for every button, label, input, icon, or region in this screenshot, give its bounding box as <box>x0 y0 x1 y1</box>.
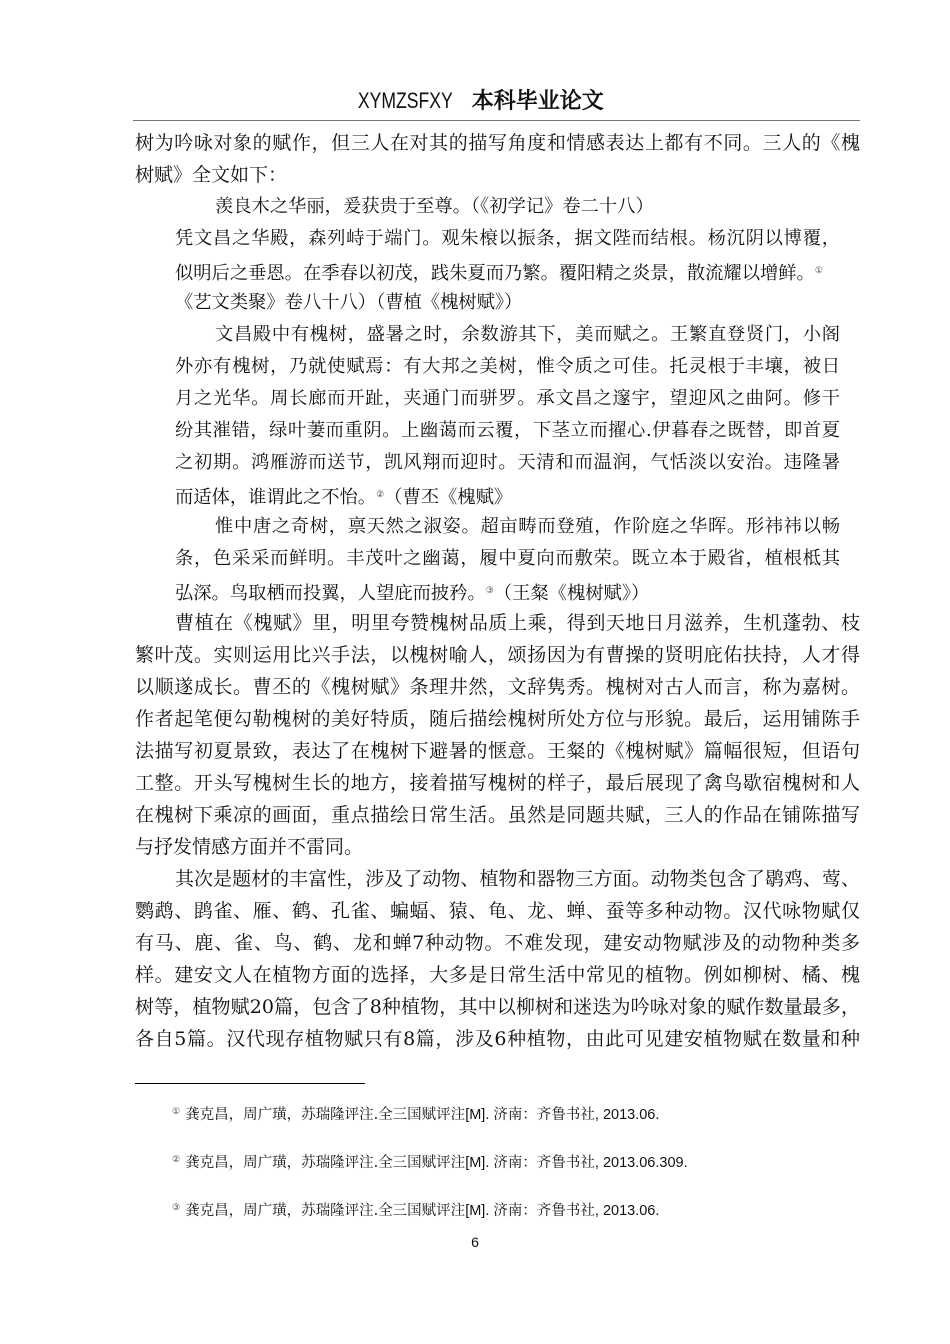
footnote-mark: ③ <box>172 1203 181 1213</box>
header-rule <box>133 120 860 121</box>
quote-line: 《艺文类聚》卷八十八）（曹植《槐树赋》） <box>175 292 523 313</box>
text-line: 有马、鹿、雀、鸟、鹤、龙和蝉7种动物。不难发现，建安动物赋涉及的动物种类多 <box>135 932 860 954</box>
footnote-publisher: 济南：齐鲁书社 <box>493 1203 595 1219</box>
footnote-publisher: 济南：齐鲁书社 <box>493 1107 595 1123</box>
text-line: 各自5篇。汉代现存植物赋只有8篇，涉及6种植物，由此可见建安植物赋在数量和种 <box>135 1028 860 1050</box>
footnote-ref[interactable]: ② <box>376 490 385 500</box>
quote-line: 凭文昌之华殿，森列峙于端门。观朱榱以振条，据文陛而结根。杨沉阴以博覆， <box>175 228 840 249</box>
quote-line: 之初期。鸿雁游而送节，凯风翔而迎时。天清和而温润，气恬淡以安治。违隆暑 <box>175 452 840 473</box>
footnote-type: [M]. <box>465 1203 494 1219</box>
text-line: 树等，植物赋20篇，包含了8种植物，其中以柳树和迷迭为吟咏对象的赋作数量最多， <box>135 996 860 1018</box>
quote-line: 文昌殿中有槐树，盛暑之时，余数游其下，美而赋之。王繁直登贤门，小阁 <box>215 324 840 345</box>
text-line: 其次是题材的丰富性，涉及了动物、植物和器物三方面。动物类包含了鹖鸡、莺、 <box>175 868 860 890</box>
text-line: 树为吟咏对象的赋作，但三人在对其的描写角度和情感表达上都有不同。三人的《槐 <box>135 132 860 154</box>
footnote-date: , 2013.06. <box>594 1107 660 1123</box>
footnote-text: 龚克昌，周广璜，苏瑞隆评注.全三国赋评注 <box>185 1155 466 1171</box>
quote-line <box>175 479 840 511</box>
quote-text: 弘深。鸟取栖而投翼，人望庇而披矜。 <box>175 583 486 604</box>
page-header <box>0 86 950 117</box>
footnote-ref[interactable]: ① <box>814 266 823 276</box>
page-number: 6 <box>471 1234 479 1250</box>
footnote <box>172 1198 659 1221</box>
footnote-ref[interactable]: ③ <box>485 586 494 596</box>
footnote-mark: ① <box>172 1107 181 1117</box>
text-line: 法描写初夏景致，表达了在槐树下避暑的惬意。王粲的《槐树赋》篇幅很短，但语句 <box>135 740 860 762</box>
quote-line: 惟中唐之奇树，禀天然之淑姿。超亩畴而登殖，作阶庭之华晖。形祎祎以畅 <box>215 516 840 537</box>
footnote-text: 龚克昌，周广璜，苏瑞隆评注.全三国赋评注 <box>185 1107 466 1123</box>
quote-line: 羡良木之华丽，爰获贵于至尊。（《初学记》卷二十八） <box>215 196 654 217</box>
footnote-date: , 2013.06.309. <box>594 1155 688 1171</box>
footnote-publisher: 济南：齐鲁书社 <box>493 1155 595 1171</box>
text-line: 鹦鹉、鹍雀、雁、鹤、孔雀、蝙蝠、猿、龟、龙、蝉、蚕等多种动物。汉代咏物赋仅 <box>135 900 860 922</box>
footnote-type: [M]. <box>465 1155 494 1171</box>
header-latin: XYMZSFXY <box>358 88 453 113</box>
footnote <box>172 1102 659 1125</box>
text-line: 曹植在《槐赋》里，明里夸赞槐树品质上乘，得到天地日月滋养，生机蓬勃、枝 <box>175 612 860 634</box>
quote-text: 似明后之垂恩。在季春以初茂，践朱夏而乃繁。覆阳精之炎景，散流耀以增鲜。 <box>175 263 815 284</box>
body-text <box>0 127 950 1055</box>
text-line: 繁叶茂。实则运用比兴手法，以槐树喻人，颂扬因为有曹操的贤明庇佑扶持，人才得 <box>135 644 860 666</box>
quote-line: 条，色采采而鲜明。丰茂叶之幽蔼，履中夏向而敷荣。既立本于殿省，植根柢其 <box>175 548 840 569</box>
footnote <box>172 1150 688 1173</box>
text-line: 在槐树下乘凉的画面，重点描绘日常生活。虽然是同题共赋，三人的作品在铺陈描写 <box>135 804 860 826</box>
quote-line <box>175 575 840 607</box>
quote-line <box>175 255 840 287</box>
footnote-date: , 2013.06. <box>594 1203 660 1219</box>
quote-line: 纷其漼错，绿叶萋而重阴。上幽蔼而云覆，下茎立而擢心.伊暮春之既替，即首夏 <box>175 420 840 441</box>
quote-line: 月之光华。周长廊而开趾，夹通门而骈罗。承文昌之邃宇，望迎风之曲阿。修干 <box>175 388 840 409</box>
footnote-mark: ② <box>172 1155 181 1165</box>
text-line: 样。建安文人在植物方面的选择，大多是日常生活中常见的植物。例如柳树、橘、槐 <box>135 964 860 986</box>
text-line: 树赋》全文如下： <box>135 164 288 186</box>
header-title: 本科毕业论文 <box>471 89 604 114</box>
quote-line: 外亦有槐树，乃就使赋焉：有大邦之美树，惟令质之可佳。托灵根于丰壤，被日 <box>175 356 840 377</box>
quote-source: （曹丕《槐赋》 <box>384 487 513 508</box>
text-line: 与抒发情感方面并不雷同。 <box>135 836 364 858</box>
footnote-type: [M]. <box>465 1107 494 1123</box>
text-line: 工整。开头写槐树生长的地方，接着描写槐树的样子，最后展现了禽鸟歇宿槐树和人 <box>135 772 860 794</box>
text-line: 以顺遂成长。曹丕的《槐树赋》条理井然，文辞隽秀。槐树对古人而言，称为嘉树。 <box>135 676 860 698</box>
footnote-rule <box>135 1083 365 1084</box>
quote-source: （王粲《槐树赋》） <box>493 583 650 604</box>
quote-text: 而适体，谁谓此之不怡。 <box>175 487 377 508</box>
footnote-text: 龚克昌，周广璜，苏瑞隆评注.全三国赋评注 <box>185 1203 466 1219</box>
text-line: 作者起笔便勾勒槐树的美好特质，随后描绘槐树所处方位与形貌。最后，运用铺陈手 <box>135 708 860 730</box>
